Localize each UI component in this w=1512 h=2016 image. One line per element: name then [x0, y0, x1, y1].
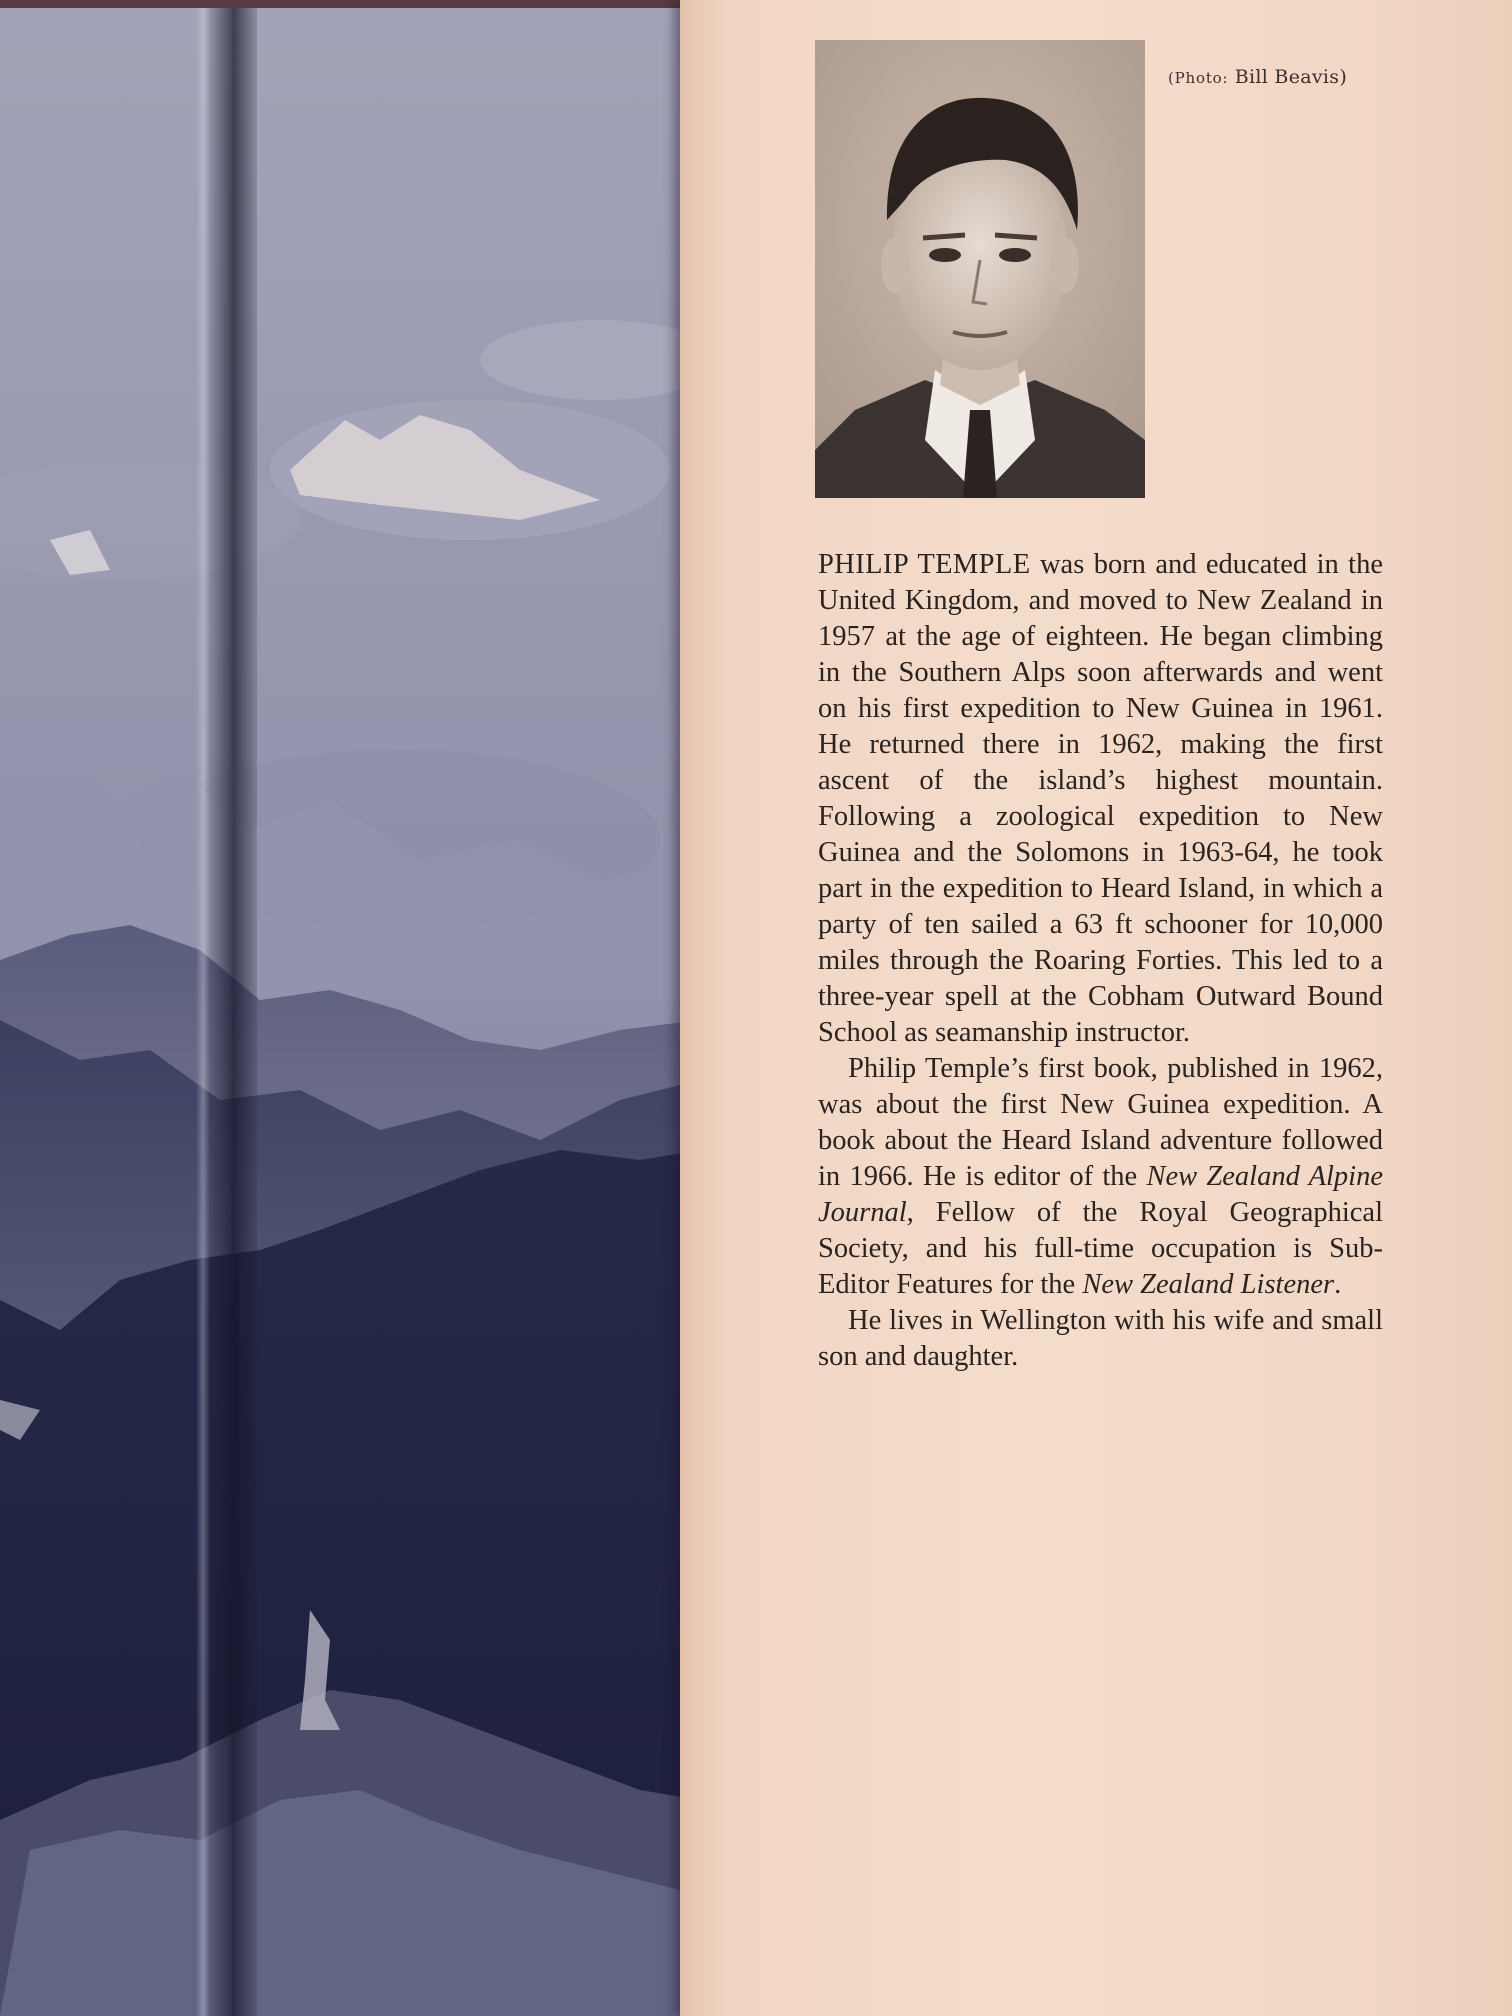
bio-paragraph-3-text: He lives in Wellington with his wife and small son and daughter. [818, 1305, 1383, 1372]
photo-credit [1168, 66, 1347, 88]
jacket-top-edge [0, 0, 700, 8]
bio-paragraph-2 [818, 1051, 1383, 1303]
spine-fold-shadow [205, 0, 257, 2016]
photo-credit-prefix: (Photo: [1168, 69, 1229, 87]
bio-paragraph-2-text-c: . [1334, 1269, 1342, 1300]
spine-fold-highlight [196, 0, 210, 2016]
bio-paragraph-3 [818, 1303, 1383, 1375]
photo-credit-name: Bill Beavis) [1234, 66, 1348, 88]
mountain-landscape-photo [0, 0, 700, 2016]
author-portrait-photo [815, 40, 1145, 498]
mountain-landscape-illustration [0, 0, 700, 2016]
bio-paragraph-2-text-a: Philip Temple’s first book, published in 1962, was about the first New Guinea expedition. A book about the Heard Island adventure followed in 1966. He is editor of the [818, 1053, 1383, 1192]
journal-title: New Zealand Alpine Journal [818, 1161, 1383, 1228]
author-biography [818, 547, 1383, 1375]
bio-paragraph-1-text: was born and educated in the United Kingdom, and moved to New Zealand in 1957 at the age of eighteen. He began climbing in the Southern Alps soon afterwards and went on his first expedition to New Guinea in 1961. He returned there in 1962, making the first ascent of the island’s highest mountain. Following a zoological expedition to New Guinea and the Solomons in 1963-64, he took part in the expedition to Heard Island, in which a party of ten sailed a 63 ft schooner for 10,000 miles through the Roaring Forties. This led to a three-year spell at the Cobham Outward Bound School as seamanship instructor. [818, 549, 1383, 1048]
bio-paragraph-2-text-b: , Fellow of the Royal Geographical Society, and his full-time occupation is Sub-Editor Features for the [818, 1197, 1383, 1300]
listener-title: New Zealand Listener [1082, 1269, 1335, 1300]
bio-paragraph-1 [818, 547, 1383, 1051]
author-name: PHILIP TEMPLE [818, 549, 1031, 580]
author-portrait-illustration [815, 40, 1145, 498]
